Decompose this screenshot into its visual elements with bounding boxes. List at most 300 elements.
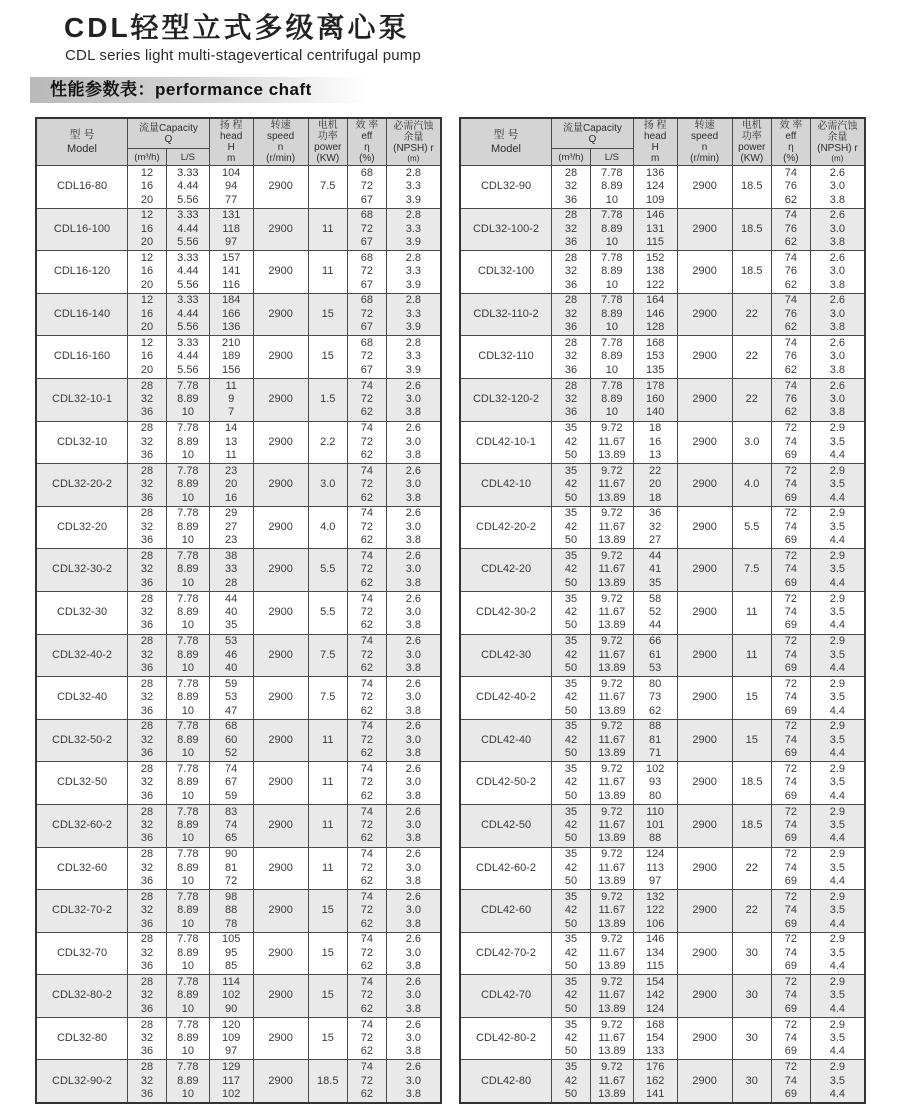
table-body <box>36 166 441 1104</box>
eff-cell: 72 74 69 <box>771 1060 810 1103</box>
eff-cell: 74 72 62 <box>347 634 386 677</box>
table-row <box>36 1017 441 1060</box>
head-cell: 22 20 18 <box>633 464 677 507</box>
performance-table-left <box>35 117 442 1104</box>
npsh-cell: 2.6 3.0 3.8 <box>810 336 865 379</box>
model-cell: CDL32-10 <box>36 421 128 464</box>
speed-cell: 2900 <box>253 378 308 421</box>
eff-cell: 72 74 69 <box>771 890 810 933</box>
head-cell: 23 20 16 <box>209 464 253 507</box>
capacity-ls-cell: 7.78 8.89 10 <box>166 591 209 634</box>
power-cell: 11 <box>732 634 771 677</box>
npsh-cell: 2.6 3.0 3.8 <box>386 719 441 762</box>
head-cell: 11 9 7 <box>209 378 253 421</box>
speed-cell: 2900 <box>253 677 308 720</box>
header-eff: 效 率 eff η (%) <box>347 118 386 166</box>
head-cell: 136 124 109 <box>633 166 677 209</box>
capacity-ls-cell: 9.72 11.67 13.89 <box>590 719 633 762</box>
power-cell: 7.5 <box>308 677 347 720</box>
head-cell: 131 118 97 <box>209 208 253 251</box>
table-row <box>460 1017 865 1060</box>
performance-tables <box>35 117 866 1104</box>
head-cell: 178 160 140 <box>633 378 677 421</box>
eff-cell: 74 76 62 <box>771 293 810 336</box>
npsh-cell: 2.9 3.5 4.4 <box>810 677 865 720</box>
model-cell: CDL32-50 <box>36 762 128 805</box>
speed-cell: 2900 <box>253 719 308 762</box>
eff-cell: 74 72 62 <box>347 847 386 890</box>
head-cell: 66 61 53 <box>633 634 677 677</box>
npsh-cell: 2.6 3.0 3.8 <box>386 464 441 507</box>
power-cell: 15 <box>732 677 771 720</box>
table-row <box>460 719 865 762</box>
head-cell: 184 166 136 <box>209 293 253 336</box>
table-row <box>36 208 441 251</box>
eff-cell: 68 72 67 <box>347 208 386 251</box>
model-cell: CDL16-100 <box>36 208 128 251</box>
power-cell: 18.5 <box>732 251 771 294</box>
head-cell: 53 46 40 <box>209 634 253 677</box>
speed-cell: 2900 <box>677 932 732 975</box>
power-cell: 15 <box>308 890 347 933</box>
header-speed: 转速 speed n (r/min) <box>677 118 732 166</box>
table-row <box>36 932 441 975</box>
eff-cell: 72 74 69 <box>771 677 810 720</box>
power-cell: 22 <box>732 847 771 890</box>
power-cell: 30 <box>732 1017 771 1060</box>
speed-cell: 2900 <box>677 549 732 592</box>
speed-cell: 2900 <box>677 336 732 379</box>
model-cell: CDL42-50 <box>460 804 552 847</box>
capacity-ls-cell: 7.78 8.89 10 <box>590 166 633 209</box>
capacity-m3h-cell: 35 42 50 <box>552 1060 591 1103</box>
table-row <box>36 336 441 379</box>
capacity-m3h-cell: 12 16 20 <box>128 208 167 251</box>
head-cell: 146 131 115 <box>633 208 677 251</box>
head-cell: 38 33 28 <box>209 549 253 592</box>
header-npsh: 必需汽蚀 余量 (NPSH) r (m) <box>386 118 441 166</box>
model-cell: CDL42-30 <box>460 634 552 677</box>
power-cell: 11 <box>308 251 347 294</box>
npsh-cell: 2.9 3.5 4.4 <box>810 1017 865 1060</box>
header-head: 扬 程 head H m <box>633 118 677 166</box>
speed-cell: 2900 <box>253 847 308 890</box>
capacity-m3h-cell: 28 32 36 <box>128 634 167 677</box>
table-row <box>36 975 441 1018</box>
head-cell: 105 95 85 <box>209 932 253 975</box>
capacity-ls-cell: 9.72 11.67 13.89 <box>590 932 633 975</box>
eff-cell: 74 72 62 <box>347 549 386 592</box>
eff-cell: 74 72 62 <box>347 464 386 507</box>
speed-cell: 2900 <box>253 506 308 549</box>
model-cell: CDL32-120-2 <box>460 378 552 421</box>
power-cell: 7.5 <box>308 634 347 677</box>
npsh-cell: 2.6 3.0 3.8 <box>386 804 441 847</box>
table-row <box>460 890 865 933</box>
power-cell: 30 <box>732 932 771 975</box>
capacity-m3h-cell: 35 42 50 <box>552 975 591 1018</box>
model-cell: CDL32-110-2 <box>460 293 552 336</box>
head-cell: 36 32 27 <box>633 506 677 549</box>
table-row <box>36 1060 441 1103</box>
npsh-cell: 2.9 3.5 4.4 <box>810 975 865 1018</box>
capacity-ls-cell: 9.72 11.67 13.89 <box>590 677 633 720</box>
capacity-ls-cell: 7.78 8.89 10 <box>166 1060 209 1103</box>
model-cell: CDL16-160 <box>36 336 128 379</box>
model-cell: CDL42-80 <box>460 1060 552 1103</box>
eff-cell: 74 72 62 <box>347 378 386 421</box>
capacity-m3h-cell: 28 32 36 <box>128 847 167 890</box>
speed-cell: 2900 <box>253 464 308 507</box>
eff-cell: 74 76 62 <box>771 208 810 251</box>
capacity-ls-cell: 7.78 8.89 10 <box>590 208 633 251</box>
eff-cell: 74 72 62 <box>347 804 386 847</box>
head-cell: 88 81 71 <box>633 719 677 762</box>
capacity-m3h-cell: 28 32 36 <box>552 293 591 336</box>
capacity-ls-cell: 7.78 8.89 10 <box>166 1017 209 1060</box>
power-cell: 18.5 <box>732 804 771 847</box>
table-row <box>460 677 865 720</box>
table-row <box>36 591 441 634</box>
capacity-m3h-cell: 28 32 36 <box>552 166 591 209</box>
model-cell: CDL32-40 <box>36 677 128 720</box>
capacity-m3h-cell: 28 32 36 <box>128 378 167 421</box>
table-row <box>36 804 441 847</box>
eff-cell: 74 76 62 <box>771 251 810 294</box>
capacity-ls-cell: 7.78 8.89 10 <box>166 762 209 805</box>
head-cell: 98 88 78 <box>209 890 253 933</box>
header-speed: 转速 speed n (r/min) <box>253 118 308 166</box>
eff-cell: 74 72 62 <box>347 506 386 549</box>
speed-cell: 2900 <box>677 251 732 294</box>
model-cell: CDL32-20 <box>36 506 128 549</box>
power-cell: 4.0 <box>732 464 771 507</box>
power-cell: 30 <box>732 975 771 1018</box>
capacity-ls-cell: 9.72 11.67 13.89 <box>590 1017 633 1060</box>
model-cell: CDL32-30 <box>36 591 128 634</box>
power-cell: 30 <box>732 1060 771 1103</box>
model-cell: CDL32-80-2 <box>36 975 128 1018</box>
capacity-m3h-cell: 28 32 36 <box>552 251 591 294</box>
model-cell: CDL32-50-2 <box>36 719 128 762</box>
header-capacity: 流量Capacity Q <box>552 118 634 149</box>
power-cell: 2.2 <box>308 421 347 464</box>
header-capacity <box>128 118 210 149</box>
head-cell: 58 52 44 <box>633 591 677 634</box>
eff-cell: 72 74 69 <box>771 591 810 634</box>
table-row <box>36 464 441 507</box>
capacity-m3h-cell: 28 32 36 <box>552 336 591 379</box>
eff-cell: 72 74 69 <box>771 762 810 805</box>
table-row <box>460 591 865 634</box>
head-cell: 168 153 135 <box>633 336 677 379</box>
capacity-m3h-cell: 12 16 20 <box>128 251 167 294</box>
table-row <box>36 847 441 890</box>
table-header <box>36 118 441 166</box>
speed-cell: 2900 <box>253 591 308 634</box>
section-title: 性能参数表：performance chaft <box>30 77 368 103</box>
speed-cell: 2900 <box>677 506 732 549</box>
speed-cell: 2900 <box>677 1017 732 1060</box>
speed-cell: 2900 <box>253 1060 308 1103</box>
capacity-m3h-cell: 35 42 50 <box>552 1017 591 1060</box>
table-row <box>36 251 441 294</box>
npsh-cell: 2.6 3.0 3.8 <box>386 890 441 933</box>
capacity-ls-cell: 3.33 4.44 5.56 <box>166 336 209 379</box>
eff-cell: 68 72 67 <box>347 293 386 336</box>
capacity-ls-cell: 7.78 8.89 10 <box>166 890 209 933</box>
power-cell: 5.5 <box>732 506 771 549</box>
speed-cell: 2900 <box>253 804 308 847</box>
capacity-ls-cell: 3.33 4.44 5.56 <box>166 208 209 251</box>
power-cell: 22 <box>732 336 771 379</box>
speed-cell: 2900 <box>677 975 732 1018</box>
eff-cell: 74 72 62 <box>347 719 386 762</box>
capacity-ls-cell: 9.72 11.67 13.89 <box>590 847 633 890</box>
head-cell: 104 94 77 <box>209 166 253 209</box>
table-row <box>460 208 865 251</box>
model-cell: CDL42-70 <box>460 975 552 1018</box>
capacity-ls-cell: 7.78 8.89 10 <box>590 251 633 294</box>
capacity-m3h-cell: 28 32 36 <box>128 975 167 1018</box>
eff-cell: 72 74 69 <box>771 634 810 677</box>
table-row <box>460 634 865 677</box>
capacity-ls-cell: 7.78 8.89 10 <box>590 378 633 421</box>
head-cell: 29 27 23 <box>209 506 253 549</box>
table-row <box>460 549 865 592</box>
head-cell: 44 40 35 <box>209 591 253 634</box>
table-row <box>460 421 865 464</box>
model-cell: CDL16-80 <box>36 166 128 209</box>
eff-cell: 68 72 67 <box>347 336 386 379</box>
capacity-m3h-cell: 35 42 50 <box>552 549 591 592</box>
model-cell: CDL32-60 <box>36 847 128 890</box>
npsh-cell: 2.9 3.5 4.4 <box>810 932 865 975</box>
eff-cell: 74 72 62 <box>347 1060 386 1103</box>
speed-cell: 2900 <box>253 634 308 677</box>
capacity-m3h-cell: 35 42 50 <box>552 804 591 847</box>
capacity-m3h-cell: 28 32 36 <box>128 762 167 805</box>
capacity-m3h-cell: 35 42 50 <box>552 890 591 933</box>
npsh-cell: 2.6 3.0 3.8 <box>386 549 441 592</box>
head-cell: 90 81 72 <box>209 847 253 890</box>
power-cell: 18.5 <box>732 762 771 805</box>
eff-cell: 72 74 69 <box>771 932 810 975</box>
page-subtitle: CDL series light multi-stagevertical centrifugal pump <box>65 47 422 64</box>
head-cell: 14 13 11 <box>209 421 253 464</box>
table-row <box>36 378 441 421</box>
table-row <box>36 506 441 549</box>
model-cell: CDL42-70-2 <box>460 932 552 975</box>
model-cell: CDL42-20-2 <box>460 506 552 549</box>
head-cell: 74 67 59 <box>209 762 253 805</box>
capacity-m3h-cell: 35 42 50 <box>552 932 591 975</box>
table-row <box>36 293 441 336</box>
model-cell: CDL32-40-2 <box>36 634 128 677</box>
power-cell: 7.5 <box>732 549 771 592</box>
power-cell: 5.5 <box>308 591 347 634</box>
head-cell: 102 93 80 <box>633 762 677 805</box>
speed-cell: 2900 <box>253 336 308 379</box>
npsh-cell: 2.6 3.0 3.8 <box>386 378 441 421</box>
model-cell: CDL16-120 <box>36 251 128 294</box>
eff-cell: 68 72 67 <box>347 251 386 294</box>
capacity-ls-cell: 7.78 8.89 10 <box>166 847 209 890</box>
model-cell: CDL32-70-2 <box>36 890 128 933</box>
power-cell: 22 <box>732 378 771 421</box>
power-cell: 15 <box>308 975 347 1018</box>
speed-cell: 2900 <box>677 719 732 762</box>
speed-cell: 2900 <box>253 890 308 933</box>
capacity-m3h-cell: 28 32 36 <box>128 677 167 720</box>
speed-cell: 2900 <box>677 634 732 677</box>
speed-cell: 2900 <box>253 932 308 975</box>
header-model-cn: 型 号 <box>69 129 95 141</box>
model-cell: CDL32-80 <box>36 1017 128 1060</box>
npsh-cell: 2.6 3.0 3.8 <box>386 591 441 634</box>
npsh-cell: 2.9 3.5 4.4 <box>810 464 865 507</box>
capacity-ls-cell: 3.33 4.44 5.56 <box>166 293 209 336</box>
speed-cell: 2900 <box>677 421 732 464</box>
npsh-cell: 2.9 3.5 4.4 <box>810 421 865 464</box>
table-row <box>460 336 865 379</box>
capacity-m3h-cell: 28 32 36 <box>128 464 167 507</box>
speed-cell: 2900 <box>253 762 308 805</box>
header-power: 电机 功率 power (KW) <box>732 118 771 166</box>
head-cell: 164 146 128 <box>633 293 677 336</box>
npsh-cell: 2.6 3.0 3.8 <box>386 762 441 805</box>
table-row <box>460 1060 865 1103</box>
npsh-cell: 2.6 3.0 3.8 <box>810 378 865 421</box>
capacity-m3h-cell: 35 42 50 <box>552 762 591 805</box>
capacity-ls-cell: 9.72 11.67 13.89 <box>590 804 633 847</box>
capacity-ls-cell: 9.72 11.67 13.89 <box>590 421 633 464</box>
capacity-ls-cell: 7.78 8.89 10 <box>166 634 209 677</box>
head-cell: 110 101 88 <box>633 804 677 847</box>
model-cell: CDL42-40 <box>460 719 552 762</box>
speed-cell: 2900 <box>677 378 732 421</box>
capacity-ls-cell: 9.72 11.67 13.89 <box>590 762 633 805</box>
capacity-m3h-cell: 28 32 36 <box>128 932 167 975</box>
model-cell: CDL32-20-2 <box>36 464 128 507</box>
header-unit-ls: L/S <box>590 149 633 166</box>
model-cell: CDL16-140 <box>36 293 128 336</box>
capacity-ls-cell: 3.33 4.44 5.56 <box>166 251 209 294</box>
power-cell: 15 <box>308 1017 347 1060</box>
capacity-ls-cell: 7.78 8.89 10 <box>166 506 209 549</box>
capacity-ls-cell: 7.78 8.89 10 <box>166 719 209 762</box>
capacity-ls-cell: 7.78 8.89 10 <box>166 932 209 975</box>
capacity-ls-cell: 7.78 8.89 10 <box>166 464 209 507</box>
model-cell: CDL42-20 <box>460 549 552 592</box>
table-row <box>36 719 441 762</box>
header-unit-m3h: (m³/h) <box>552 149 591 166</box>
npsh-cell: 2.9 3.5 4.4 <box>810 890 865 933</box>
speed-cell: 2900 <box>677 804 732 847</box>
table-row <box>36 549 441 592</box>
capacity-ls-cell: 9.72 11.67 13.89 <box>590 1060 633 1103</box>
capacity-ls-cell: 7.78 8.89 10 <box>590 293 633 336</box>
capacity-m3h-cell: 28 32 36 <box>552 208 591 251</box>
head-cell: 146 134 115 <box>633 932 677 975</box>
model-cell: CDL42-30-2 <box>460 591 552 634</box>
capacity-m3h-cell: 12 16 20 <box>128 166 167 209</box>
head-cell: 68 60 52 <box>209 719 253 762</box>
power-cell: 11 <box>308 719 347 762</box>
table-row <box>460 804 865 847</box>
capacity-m3h-cell: 35 42 50 <box>552 421 591 464</box>
capacity-m3h-cell: 35 42 50 <box>552 506 591 549</box>
head-cell: 44 41 35 <box>633 549 677 592</box>
npsh-cell: 2.6 3.0 3.8 <box>810 251 865 294</box>
eff-cell: 72 74 69 <box>771 975 810 1018</box>
speed-cell: 2900 <box>677 762 732 805</box>
head-cell: 168 154 133 <box>633 1017 677 1060</box>
performance-table-right <box>459 117 866 1104</box>
npsh-cell: 2.8 3.3 3.9 <box>386 336 441 379</box>
capacity-m3h-cell: 28 32 36 <box>128 1060 167 1103</box>
page-title: CDL轻型立式多级离心泵 <box>64 12 410 43</box>
table-row <box>460 378 865 421</box>
table-row <box>460 847 865 890</box>
power-cell: 3.0 <box>308 464 347 507</box>
eff-cell: 72 74 69 <box>771 421 810 464</box>
power-cell: 3.0 <box>732 421 771 464</box>
speed-cell: 2900 <box>677 591 732 634</box>
capacity-ls-cell: 7.78 8.89 10 <box>166 378 209 421</box>
table-row <box>460 932 865 975</box>
power-cell: 4.0 <box>308 506 347 549</box>
head-cell: 154 142 124 <box>633 975 677 1018</box>
npsh-cell: 2.6 3.0 3.8 <box>386 932 441 975</box>
model-cell: CDL42-60 <box>460 890 552 933</box>
npsh-cell: 2.6 3.0 3.8 <box>386 1017 441 1060</box>
table-row <box>460 166 865 209</box>
power-cell: 11 <box>308 804 347 847</box>
speed-cell: 2900 <box>677 293 732 336</box>
capacity-ls-cell: 7.78 8.89 10 <box>166 975 209 1018</box>
capacity-m3h-cell: 28 32 36 <box>552 378 591 421</box>
model-cell: CDL42-10-1 <box>460 421 552 464</box>
npsh-cell: 2.6 3.0 3.8 <box>386 421 441 464</box>
eff-cell: 72 74 69 <box>771 549 810 592</box>
head-cell: 18 16 13 <box>633 421 677 464</box>
power-cell: 11 <box>308 847 347 890</box>
power-cell: 22 <box>732 890 771 933</box>
model-cell: CDL32-70 <box>36 932 128 975</box>
head-cell: 114 102 90 <box>209 975 253 1018</box>
model-cell: CDL32-100 <box>460 251 552 294</box>
npsh-cell: 2.6 3.0 3.8 <box>810 293 865 336</box>
header-capacity-cn: 流量Capacity <box>138 122 198 134</box>
model-cell: CDL42-60-2 <box>460 847 552 890</box>
table-row <box>460 506 865 549</box>
eff-cell: 74 72 62 <box>347 890 386 933</box>
power-cell: 7.5 <box>308 166 347 209</box>
head-cell: 152 138 122 <box>633 251 677 294</box>
model-cell: CDL42-50-2 <box>460 762 552 805</box>
model-cell: CDL32-60-2 <box>36 804 128 847</box>
npsh-cell: 2.9 3.5 4.4 <box>810 591 865 634</box>
power-cell: 18.5 <box>732 208 771 251</box>
table-row <box>460 251 865 294</box>
head-cell: 132 122 106 <box>633 890 677 933</box>
speed-cell: 2900 <box>253 549 308 592</box>
capacity-ls-cell: 7.78 8.89 10 <box>166 549 209 592</box>
head-cell: 176 162 141 <box>633 1060 677 1103</box>
power-cell: 15 <box>308 336 347 379</box>
npsh-cell: 2.9 3.5 4.4 <box>810 634 865 677</box>
